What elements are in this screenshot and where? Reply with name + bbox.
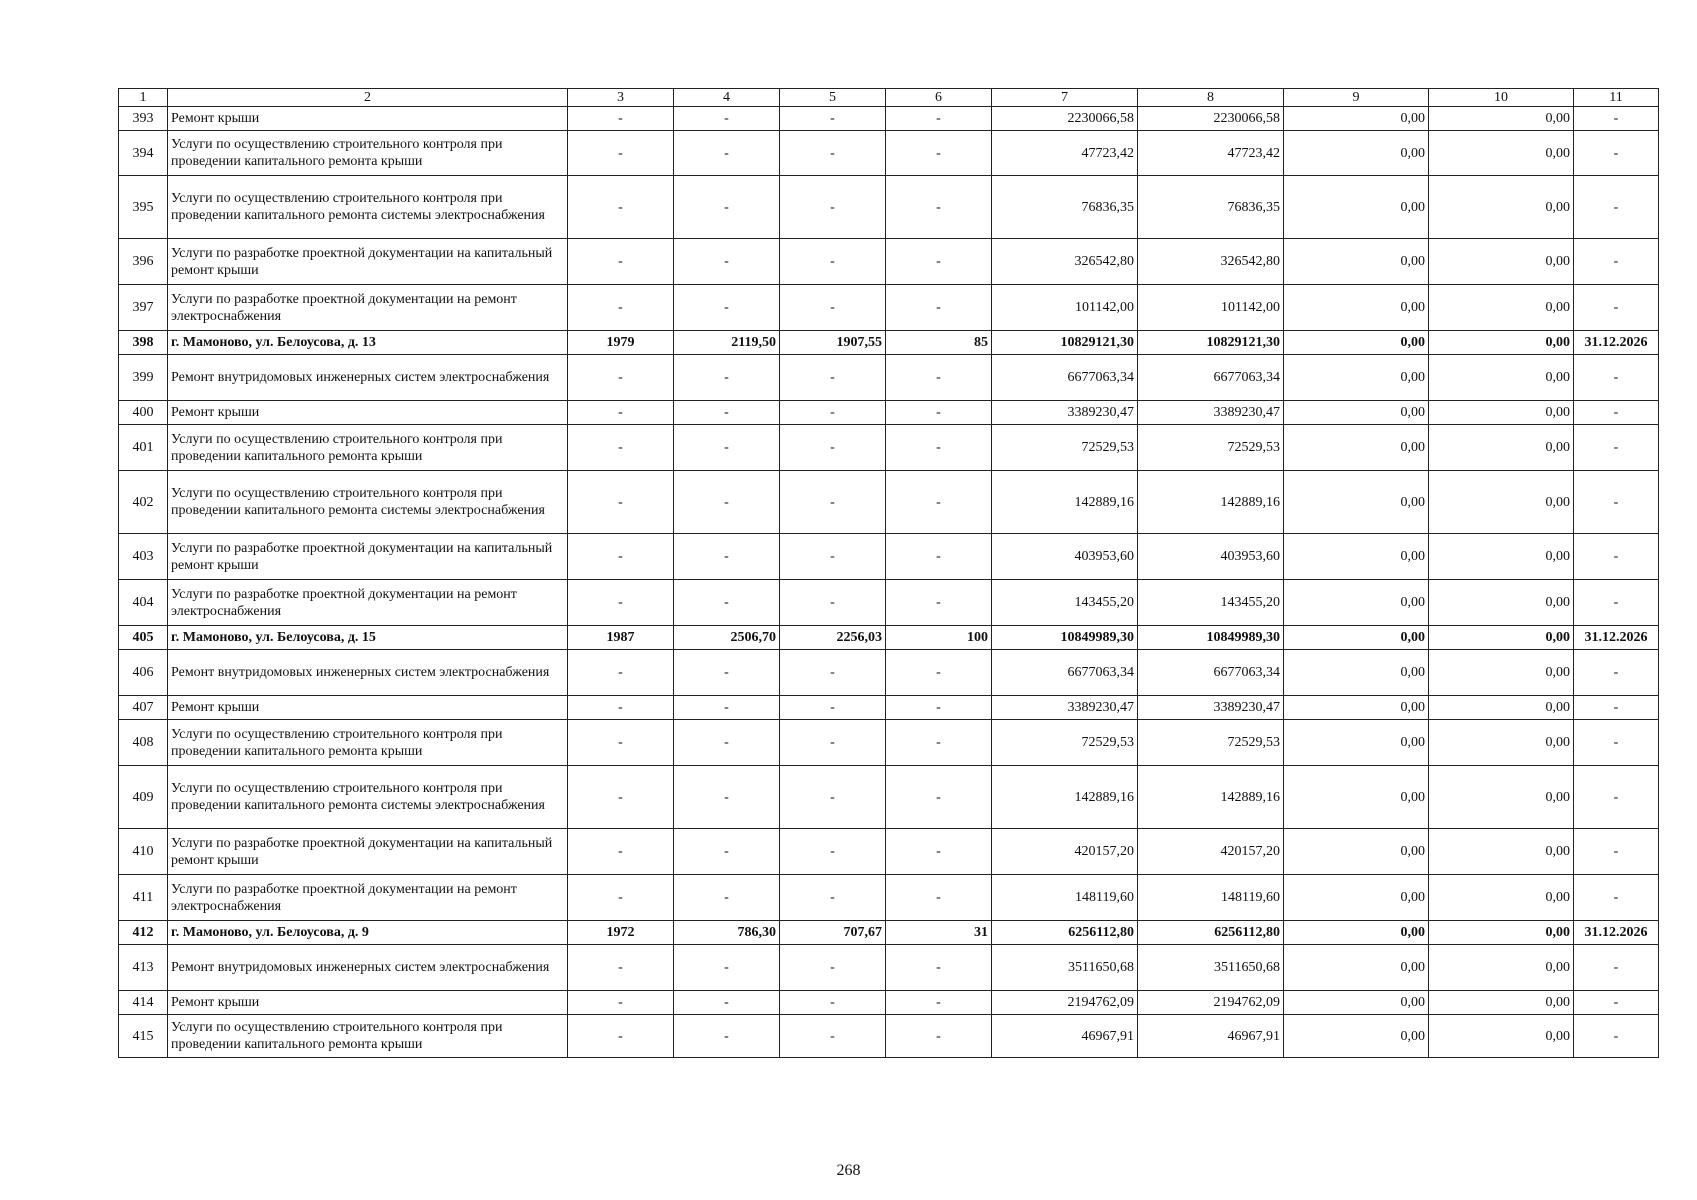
- col11-cell: -: [1574, 1015, 1659, 1058]
- col4-cell: -: [674, 829, 780, 875]
- row-number-cell: 403: [119, 534, 168, 580]
- col10-cell: 0,00: [1429, 471, 1574, 534]
- row-number-cell: 399: [119, 355, 168, 401]
- col7-cell: 326542,80: [992, 239, 1138, 285]
- col11-cell: -: [1574, 580, 1659, 626]
- col11-cell: 31.12.2026: [1574, 626, 1659, 650]
- row-number-cell: 396: [119, 239, 168, 285]
- table-row: [119, 991, 1659, 1015]
- col4-cell: -: [674, 239, 780, 285]
- col8-cell: 3389230,47: [1138, 696, 1284, 720]
- col8-cell: 326542,80: [1138, 239, 1284, 285]
- col8-cell: 6677063,34: [1138, 355, 1284, 401]
- col11-cell: -: [1574, 401, 1659, 425]
- col7-cell: 6256112,80: [992, 921, 1138, 945]
- col6-cell: -: [886, 580, 992, 626]
- col6-cell: -: [886, 239, 992, 285]
- column-header: 9: [1284, 89, 1429, 107]
- col5-cell: -: [780, 720, 886, 766]
- table-row: [119, 626, 1659, 650]
- col5-cell: -: [780, 534, 886, 580]
- col8-cell: 3389230,47: [1138, 401, 1284, 425]
- col9-cell: 0,00: [1284, 720, 1429, 766]
- col5-cell: 2256,03: [780, 626, 886, 650]
- col3-cell: -: [568, 1015, 674, 1058]
- col6-cell: -: [886, 355, 992, 401]
- col9-cell: 0,00: [1284, 875, 1429, 921]
- col10-cell: 0,00: [1429, 425, 1574, 471]
- col11-cell: -: [1574, 131, 1659, 176]
- description-cell: Услуги по осуществлению строительного контроля при проведении капитального ремонта крыши: [168, 1015, 568, 1058]
- col6-cell: -: [886, 131, 992, 176]
- description-cell: г. Мамоново, ул. Белоусова, д. 15: [168, 626, 568, 650]
- table-row: [119, 650, 1659, 696]
- col11-cell: -: [1574, 534, 1659, 580]
- col11-cell: 31.12.2026: [1574, 921, 1659, 945]
- col8-cell: 142889,16: [1138, 471, 1284, 534]
- col10-cell: 0,00: [1429, 239, 1574, 285]
- col5-cell: -: [780, 285, 886, 331]
- row-number-cell: 414: [119, 991, 168, 1015]
- col6-cell: 100: [886, 626, 992, 650]
- col9-cell: 0,00: [1284, 650, 1429, 696]
- col8-cell: 10829121,30: [1138, 331, 1284, 355]
- col11-cell: -: [1574, 991, 1659, 1015]
- col4-cell: -: [674, 766, 780, 829]
- description-cell: Услуги по разработке проектной документации на ремонт электроснабжения: [168, 875, 568, 921]
- description-cell: Ремонт крыши: [168, 107, 568, 131]
- column-header: 1: [119, 89, 168, 107]
- column-header: 5: [780, 89, 886, 107]
- col11-cell: -: [1574, 285, 1659, 331]
- col3-cell: -: [568, 580, 674, 626]
- col8-cell: 420157,20: [1138, 829, 1284, 875]
- col10-cell: 0,00: [1429, 921, 1574, 945]
- col9-cell: 0,00: [1284, 1015, 1429, 1058]
- col9-cell: 0,00: [1284, 829, 1429, 875]
- col8-cell: 142889,16: [1138, 766, 1284, 829]
- col9-cell: 0,00: [1284, 534, 1429, 580]
- description-cell: Услуги по разработке проектной документации на капитальный ремонт крыши: [168, 239, 568, 285]
- col3-cell: 1979: [568, 331, 674, 355]
- row-number-cell: 393: [119, 107, 168, 131]
- description-cell: Услуги по осуществлению строительного контроля при проведении капитального ремонта системы электроснабжения: [168, 471, 568, 534]
- col10-cell: 0,00: [1429, 285, 1574, 331]
- col3-cell: -: [568, 534, 674, 580]
- table-row: [119, 107, 1659, 131]
- column-header: 11: [1574, 89, 1659, 107]
- col6-cell: -: [886, 176, 992, 239]
- row-number-cell: 406: [119, 650, 168, 696]
- col7-cell: 10849989,30: [992, 626, 1138, 650]
- col5-cell: -: [780, 650, 886, 696]
- col3-cell: -: [568, 471, 674, 534]
- row-number-cell: 409: [119, 766, 168, 829]
- col6-cell: 85: [886, 331, 992, 355]
- col7-cell: 2230066,58: [992, 107, 1138, 131]
- col7-cell: 148119,60: [992, 875, 1138, 921]
- col8-cell: 47723,42: [1138, 131, 1284, 176]
- col5-cell: -: [780, 425, 886, 471]
- column-header: 6: [886, 89, 992, 107]
- col4-cell: -: [674, 425, 780, 471]
- col10-cell: 0,00: [1429, 720, 1574, 766]
- col4-cell: -: [674, 285, 780, 331]
- col8-cell: 6677063,34: [1138, 650, 1284, 696]
- description-cell: Услуги по осуществлению строительного контроля при проведении капитального ремонта системы электроснабжения: [168, 176, 568, 239]
- col3-cell: -: [568, 239, 674, 285]
- col7-cell: 3511650,68: [992, 945, 1138, 991]
- row-number-cell: 408: [119, 720, 168, 766]
- col4-cell: 786,30: [674, 921, 780, 945]
- col3-cell: -: [568, 131, 674, 176]
- col6-cell: -: [886, 285, 992, 331]
- description-cell: Услуги по разработке проектной документации на ремонт электроснабжения: [168, 580, 568, 626]
- col3-cell: -: [568, 107, 674, 131]
- col6-cell: -: [886, 875, 992, 921]
- col3-cell: 1972: [568, 921, 674, 945]
- header-row: [119, 89, 1659, 107]
- col6-cell: -: [886, 991, 992, 1015]
- col3-cell: -: [568, 945, 674, 991]
- table-row: [119, 401, 1659, 425]
- col3-cell: -: [568, 696, 674, 720]
- row-number-cell: 405: [119, 626, 168, 650]
- col7-cell: 101142,00: [992, 285, 1138, 331]
- col10-cell: 0,00: [1429, 176, 1574, 239]
- col6-cell: -: [886, 1015, 992, 1058]
- col10-cell: 0,00: [1429, 991, 1574, 1015]
- col10-cell: 0,00: [1429, 131, 1574, 176]
- col6-cell: -: [886, 534, 992, 580]
- col9-cell: 0,00: [1284, 580, 1429, 626]
- col7-cell: 142889,16: [992, 471, 1138, 534]
- col11-cell: -: [1574, 471, 1659, 534]
- col5-cell: 707,67: [780, 921, 886, 945]
- col11-cell: 31.12.2026: [1574, 331, 1659, 355]
- col10-cell: 0,00: [1429, 107, 1574, 131]
- col9-cell: 0,00: [1284, 401, 1429, 425]
- col11-cell: -: [1574, 425, 1659, 471]
- col8-cell: 6256112,80: [1138, 921, 1284, 945]
- col5-cell: -: [780, 401, 886, 425]
- table-row: [119, 131, 1659, 176]
- col11-cell: -: [1574, 176, 1659, 239]
- table-row: [119, 425, 1659, 471]
- table-row: [119, 534, 1659, 580]
- table-row: [119, 355, 1659, 401]
- col4-cell: -: [674, 945, 780, 991]
- col8-cell: 2194762,09: [1138, 991, 1284, 1015]
- col9-cell: 0,00: [1284, 285, 1429, 331]
- table-row: [119, 239, 1659, 285]
- col4-cell: -: [674, 875, 780, 921]
- col3-cell: -: [568, 650, 674, 696]
- col4-cell: -: [674, 471, 780, 534]
- col10-cell: 0,00: [1429, 355, 1574, 401]
- row-number-cell: 394: [119, 131, 168, 176]
- description-cell: Ремонт крыши: [168, 401, 568, 425]
- col4-cell: -: [674, 720, 780, 766]
- col11-cell: -: [1574, 107, 1659, 131]
- col9-cell: 0,00: [1284, 331, 1429, 355]
- col7-cell: 6677063,34: [992, 650, 1138, 696]
- description-cell: Ремонт крыши: [168, 696, 568, 720]
- col10-cell: 0,00: [1429, 401, 1574, 425]
- row-number-cell: 407: [119, 696, 168, 720]
- col9-cell: 0,00: [1284, 239, 1429, 285]
- col4-cell: -: [674, 1015, 780, 1058]
- col9-cell: 0,00: [1284, 131, 1429, 176]
- col8-cell: 72529,53: [1138, 720, 1284, 766]
- col3-cell: -: [568, 425, 674, 471]
- description-cell: Услуги по разработке проектной документации на ремонт электроснабжения: [168, 285, 568, 331]
- col10-cell: 0,00: [1429, 945, 1574, 991]
- data-table-wrapper: [118, 88, 1658, 1058]
- col7-cell: 403953,60: [992, 534, 1138, 580]
- row-number-cell: 401: [119, 425, 168, 471]
- data-table: [118, 88, 1659, 1058]
- col6-cell: -: [886, 107, 992, 131]
- row-number-cell: 398: [119, 331, 168, 355]
- col8-cell: 3511650,68: [1138, 945, 1284, 991]
- col8-cell: 2230066,58: [1138, 107, 1284, 131]
- col5-cell: -: [780, 355, 886, 401]
- col10-cell: 0,00: [1429, 829, 1574, 875]
- col10-cell: 0,00: [1429, 875, 1574, 921]
- col6-cell: -: [886, 471, 992, 534]
- row-number-cell: 395: [119, 176, 168, 239]
- col4-cell: -: [674, 580, 780, 626]
- col4-cell: 2119,50: [674, 331, 780, 355]
- col4-cell: -: [674, 176, 780, 239]
- column-header: 2: [168, 89, 568, 107]
- col7-cell: 143455,20: [992, 580, 1138, 626]
- col6-cell: -: [886, 401, 992, 425]
- col8-cell: 46967,91: [1138, 1015, 1284, 1058]
- col10-cell: 0,00: [1429, 580, 1574, 626]
- description-cell: Услуги по осуществлению строительного контроля при проведении капитального ремонта системы электроснабжения: [168, 766, 568, 829]
- table-body: [119, 107, 1659, 1058]
- col5-cell: -: [780, 875, 886, 921]
- col6-cell: -: [886, 425, 992, 471]
- col10-cell: 0,00: [1429, 1015, 1574, 1058]
- col10-cell: 0,00: [1429, 696, 1574, 720]
- col5-cell: -: [780, 580, 886, 626]
- col4-cell: -: [674, 696, 780, 720]
- col11-cell: -: [1574, 239, 1659, 285]
- col11-cell: -: [1574, 720, 1659, 766]
- col3-cell: -: [568, 355, 674, 401]
- description-cell: Услуги по разработке проектной документации на капитальный ремонт крыши: [168, 534, 568, 580]
- col5-cell: -: [780, 766, 886, 829]
- description-cell: г. Мамоново, ул. Белоусова, д. 13: [168, 331, 568, 355]
- col6-cell: -: [886, 720, 992, 766]
- col8-cell: 72529,53: [1138, 425, 1284, 471]
- col6-cell: -: [886, 650, 992, 696]
- col3-cell: -: [568, 829, 674, 875]
- col8-cell: 143455,20: [1138, 580, 1284, 626]
- row-number-cell: 400: [119, 401, 168, 425]
- description-cell: Ремонт внутридомовых инженерных систем электроснабжения: [168, 945, 568, 991]
- col4-cell: -: [674, 401, 780, 425]
- col9-cell: 0,00: [1284, 176, 1429, 239]
- table-row: [119, 285, 1659, 331]
- col3-cell: -: [568, 176, 674, 239]
- col10-cell: 0,00: [1429, 534, 1574, 580]
- col10-cell: 0,00: [1429, 650, 1574, 696]
- col7-cell: 2194762,09: [992, 991, 1138, 1015]
- col8-cell: 101142,00: [1138, 285, 1284, 331]
- col11-cell: -: [1574, 650, 1659, 696]
- table-row: [119, 720, 1659, 766]
- row-number-cell: 415: [119, 1015, 168, 1058]
- col5-cell: -: [780, 1015, 886, 1058]
- col6-cell: -: [886, 945, 992, 991]
- col8-cell: 76836,35: [1138, 176, 1284, 239]
- col6-cell: 31: [886, 921, 992, 945]
- description-cell: Услуги по разработке проектной документации на капитальный ремонт крыши: [168, 829, 568, 875]
- col7-cell: 76836,35: [992, 176, 1138, 239]
- col4-cell: -: [674, 534, 780, 580]
- row-number-cell: 397: [119, 285, 168, 331]
- col5-cell: -: [780, 176, 886, 239]
- table-row: [119, 875, 1659, 921]
- col11-cell: -: [1574, 945, 1659, 991]
- col5-cell: -: [780, 829, 886, 875]
- column-header: 10: [1429, 89, 1574, 107]
- col4-cell: -: [674, 107, 780, 131]
- description-cell: Ремонт внутридомовых инженерных систем электроснабжения: [168, 355, 568, 401]
- table-row: [119, 1015, 1659, 1058]
- col9-cell: 0,00: [1284, 696, 1429, 720]
- description-cell: Услуги по осуществлению строительного контроля при проведении капитального ремонта крыши: [168, 131, 568, 176]
- col7-cell: 47723,42: [992, 131, 1138, 176]
- column-header: 7: [992, 89, 1138, 107]
- col6-cell: -: [886, 696, 992, 720]
- col10-cell: 0,00: [1429, 331, 1574, 355]
- table-row: [119, 829, 1659, 875]
- table-row: [119, 331, 1659, 355]
- col3-cell: -: [568, 991, 674, 1015]
- col5-cell: -: [780, 131, 886, 176]
- col3-cell: -: [568, 875, 674, 921]
- col11-cell: -: [1574, 355, 1659, 401]
- col10-cell: 0,00: [1429, 626, 1574, 650]
- description-cell: г. Мамоново, ул. Белоусова, д. 9: [168, 921, 568, 945]
- row-number-cell: 413: [119, 945, 168, 991]
- description-cell: Ремонт крыши: [168, 991, 568, 1015]
- col4-cell: -: [674, 131, 780, 176]
- col11-cell: -: [1574, 875, 1659, 921]
- col9-cell: 0,00: [1284, 921, 1429, 945]
- column-header: 8: [1138, 89, 1284, 107]
- col9-cell: 0,00: [1284, 471, 1429, 534]
- col7-cell: 420157,20: [992, 829, 1138, 875]
- col6-cell: -: [886, 766, 992, 829]
- col4-cell: -: [674, 650, 780, 696]
- col9-cell: 0,00: [1284, 107, 1429, 131]
- col5-cell: -: [780, 239, 886, 285]
- col7-cell: 6677063,34: [992, 355, 1138, 401]
- col7-cell: 3389230,47: [992, 401, 1138, 425]
- col9-cell: 0,00: [1284, 425, 1429, 471]
- row-number-cell: 404: [119, 580, 168, 626]
- col8-cell: 10849989,30: [1138, 626, 1284, 650]
- col7-cell: 10829121,30: [992, 331, 1138, 355]
- col4-cell: -: [674, 355, 780, 401]
- table-row: [119, 696, 1659, 720]
- col5-cell: -: [780, 107, 886, 131]
- col3-cell: -: [568, 285, 674, 331]
- row-number-cell: 411: [119, 875, 168, 921]
- col8-cell: 403953,60: [1138, 534, 1284, 580]
- col9-cell: 0,00: [1284, 626, 1429, 650]
- col3-cell: -: [568, 401, 674, 425]
- col11-cell: -: [1574, 766, 1659, 829]
- column-header: 3: [568, 89, 674, 107]
- table-row: [119, 766, 1659, 829]
- row-number-cell: 410: [119, 829, 168, 875]
- table-row: [119, 921, 1659, 945]
- col5-cell: -: [780, 471, 886, 534]
- col6-cell: -: [886, 829, 992, 875]
- table-row: [119, 945, 1659, 991]
- col9-cell: 0,00: [1284, 766, 1429, 829]
- description-cell: Услуги по осуществлению строительного контроля при проведении капитального ремонта крыши: [168, 720, 568, 766]
- col4-cell: 2506,70: [674, 626, 780, 650]
- col8-cell: 148119,60: [1138, 875, 1284, 921]
- col10-cell: 0,00: [1429, 766, 1574, 829]
- col4-cell: -: [674, 991, 780, 1015]
- col11-cell: -: [1574, 829, 1659, 875]
- table-row: [119, 471, 1659, 534]
- col9-cell: 0,00: [1284, 991, 1429, 1015]
- description-cell: Ремонт внутридомовых инженерных систем электроснабжения: [168, 650, 568, 696]
- col5-cell: 1907,55: [780, 331, 886, 355]
- col7-cell: 142889,16: [992, 766, 1138, 829]
- page-number: 268: [836, 1162, 861, 1179]
- col11-cell: -: [1574, 696, 1659, 720]
- col7-cell: 72529,53: [992, 720, 1138, 766]
- col5-cell: -: [780, 991, 886, 1015]
- col7-cell: 3389230,47: [992, 696, 1138, 720]
- col7-cell: 72529,53: [992, 425, 1138, 471]
- column-header: 4: [674, 89, 780, 107]
- col7-cell: 46967,91: [992, 1015, 1138, 1058]
- table-row: [119, 580, 1659, 626]
- description-cell: Услуги по осуществлению строительного контроля при проведении капитального ремонта крыши: [168, 425, 568, 471]
- col3-cell: 1987: [568, 626, 674, 650]
- col3-cell: -: [568, 766, 674, 829]
- col5-cell: -: [780, 945, 886, 991]
- col3-cell: -: [568, 720, 674, 766]
- col9-cell: 0,00: [1284, 355, 1429, 401]
- col9-cell: 0,00: [1284, 945, 1429, 991]
- row-number-cell: 412: [119, 921, 168, 945]
- table-row: [119, 176, 1659, 239]
- col5-cell: -: [780, 696, 886, 720]
- row-number-cell: 402: [119, 471, 168, 534]
